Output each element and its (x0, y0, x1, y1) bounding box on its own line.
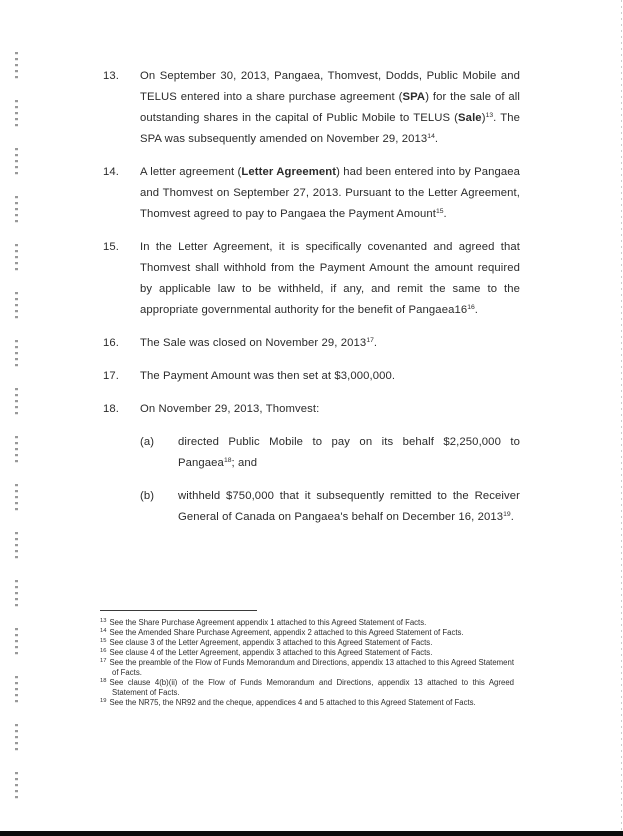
text-segment: . (373, 337, 378, 349)
paragraph-text (178, 432, 520, 474)
footnote-reference: 17 (366, 337, 374, 344)
text-segment: ) for the sale of all outstanding shares in the capital of Public Mobile to TELUS ( (140, 91, 520, 124)
sub-paragraph (140, 432, 520, 474)
text-segment: directed Public Mobile to pay on its behalf $2,250,000 to Pangaea (178, 436, 520, 469)
footnotes-section (100, 610, 514, 708)
paragraph-text (140, 366, 520, 387)
footnote-text: See clause 4 of the Letter Agreement, appendix 3 attached to this Agreed Statement of Facts. (109, 648, 433, 657)
footnote-text: See the preamble of the Flow of Funds Memorandum and Directions, appendix 13 attached to this Agreed Statement of Facts. (109, 658, 514, 677)
footnote-list (100, 618, 514, 708)
scan-artifact-right-edge-line (621, 0, 622, 836)
text-segment: . (474, 304, 479, 316)
document-body (103, 66, 520, 540)
footnote (100, 638, 514, 648)
footnote-number: 17 (100, 658, 107, 664)
footnote-text: See clause 3 of the Letter Agreement, appendix 3 attached to this Agreed Statement of Facts. (109, 638, 433, 647)
paragraph-number: 16. (103, 337, 120, 349)
footnote-number: 13 (100, 618, 107, 624)
footnote-reference: 15 (435, 208, 444, 215)
paragraph (103, 333, 520, 354)
paragraph (103, 237, 520, 321)
paragraph-text (140, 399, 520, 420)
paragraph (103, 399, 520, 420)
text-segment: . (510, 511, 514, 523)
text-segment: . The SPA was subsequently amended on November 29, 2013 (140, 112, 520, 145)
footnote (100, 648, 514, 658)
text-segment: . (434, 133, 439, 145)
footnote (100, 628, 514, 638)
text-segment: ) (481, 112, 486, 124)
paragraph-text (140, 237, 520, 321)
paragraph-number: 18. (103, 403, 120, 415)
text-segment: ) had been entered into by Pangaea and Thomvest on September 27, 2013. Pursuant to the Letter Agreement, Thomvest agreed to pay to Pangaea the Payment Amount (140, 166, 521, 220)
footnote-reference: 13 (485, 112, 494, 119)
paragraph-number: (a) (140, 436, 155, 448)
text-segment: On November 29, 2013, Thomvest: (140, 403, 320, 415)
text-segment: The Payment Amount was then set at $3,000,000. (140, 370, 396, 382)
footnote-text: See the Amended Share Purchase Agreement, appendix 2 attached to this Agreed Statement of Facts. (109, 628, 464, 637)
paragraph-number: 17. (103, 370, 120, 382)
paragraph-text (178, 486, 520, 528)
footnote-reference: 18 (223, 457, 232, 464)
defined-term: SPA (402, 91, 426, 103)
footnote (100, 698, 514, 708)
footnote-reference: 14 (427, 133, 435, 140)
paragraph-number: 15. (103, 241, 120, 253)
paragraph (103, 162, 520, 225)
footnote-number: 18 (100, 678, 107, 684)
defined-term: Sale (458, 112, 482, 124)
text-segment: In the Letter Agreement, it is specifically covenanted and agreed that Thomvest shall withhold from the Payment Amount the amount required by applicable law to be withheld, if any, and remit the same to the appropriate governmental authority for the benefit of Pangaea16 (140, 241, 520, 316)
footnote-number: 15 (100, 638, 107, 644)
footnote-number: 14 (100, 628, 107, 634)
footnote (100, 658, 514, 678)
text-segment: A letter agreement ( (140, 166, 242, 178)
footnote-number: 16 (100, 648, 107, 654)
footnote-text: See the Share Purchase Agreement appendix 1 attached to this Agreed Statement of Facts. (109, 618, 427, 627)
footnote-reference: 19 (503, 511, 511, 518)
paragraph-text (140, 162, 520, 225)
paragraph-number: (b) (140, 490, 155, 502)
footnote-text: See clause 4(b)(ii) of the Flow of Funds Memorandum and Directions, appendix 13 attached to this Agreed Statement of Facts. (109, 678, 514, 697)
paragraph-list (103, 66, 520, 528)
paragraph-text (140, 66, 520, 150)
text-segment: withheld $750,000 that it subsequently remitted to the Receiver General of Canada on Pangaea's behalf on December 16, 2013 (178, 490, 520, 523)
footnote (100, 618, 514, 628)
text-segment: The Sale was closed on November 29, 2013 (140, 337, 367, 349)
scan-artifact-bottom-bar (0, 831, 623, 836)
footnote-text: See the NR75, the NR92 and the cheque, appendices 4 and 5 attached to this Agreed Statement of Facts. (109, 698, 476, 707)
scan-artifact-left-binding-marks (15, 52, 18, 800)
paragraph-number: 13. (103, 70, 120, 82)
paragraph (103, 66, 520, 150)
footnote-number: 19 (100, 698, 107, 704)
footnote-reference: 16 (467, 304, 475, 311)
footnote-separator-rule (100, 610, 257, 611)
paragraph (103, 366, 520, 387)
text-segment: ; and (231, 457, 258, 469)
sub-paragraph (140, 486, 520, 528)
text-segment: On September 30, 2013, Pangaea, Thomvest, Dodds, Public Mobile and TELUS entered into a share purchase agreement ( (140, 70, 520, 103)
text-segment: . (443, 208, 447, 220)
paragraph-number: 14. (103, 166, 120, 178)
paragraph-text (140, 333, 520, 354)
defined-term: Letter Agreement (241, 166, 337, 178)
footnote (100, 678, 514, 698)
